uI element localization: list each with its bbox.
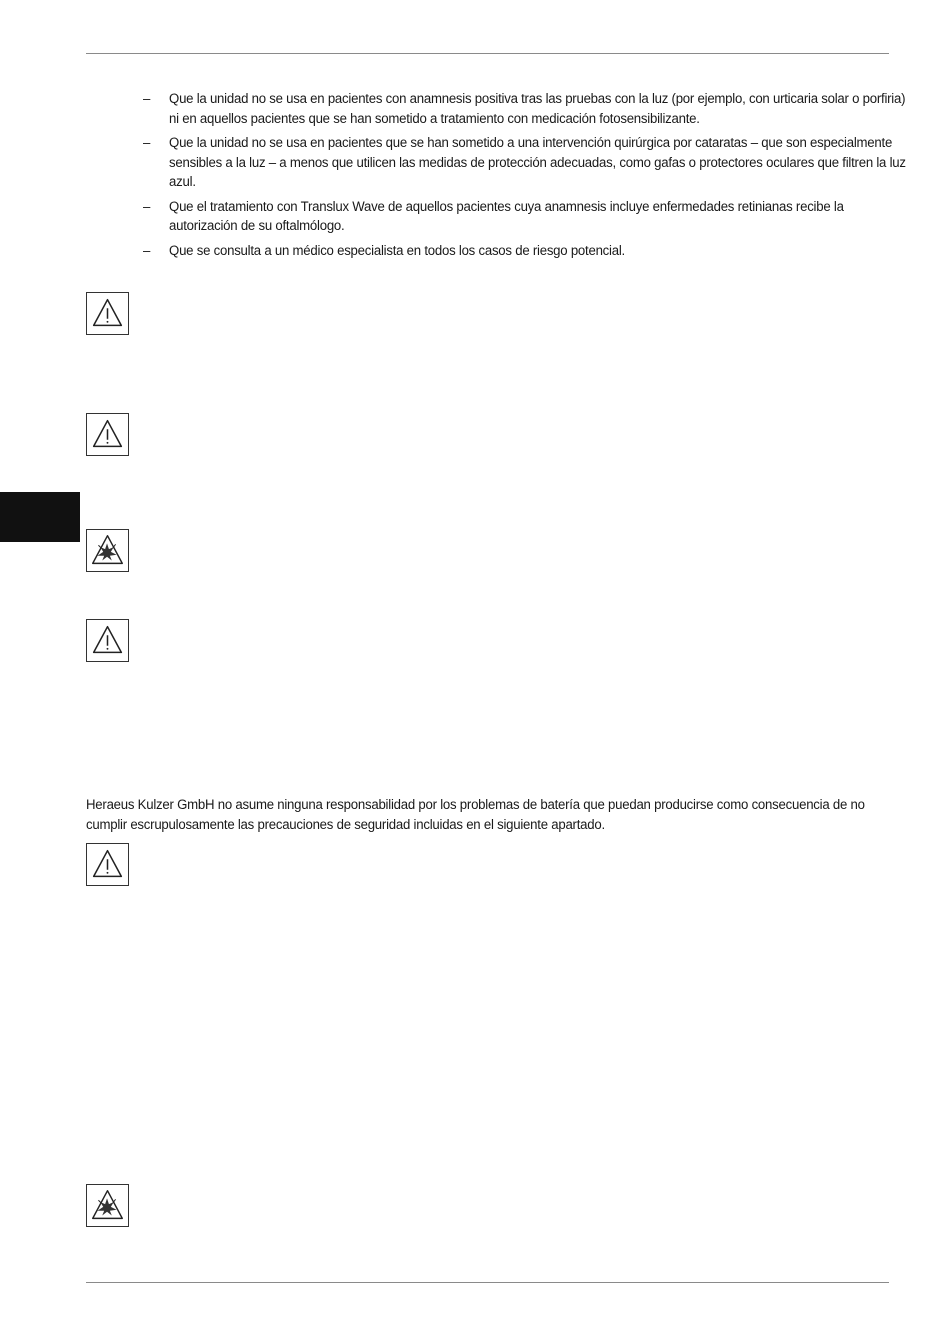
list-dash: – (143, 91, 151, 107)
warning-icon (86, 292, 129, 335)
list-dash: – (143, 135, 151, 151)
list-item-text: Que la unidad no se usa en pacientes con anamnesis positiva tras las pruebas con la luz (por ejemplo, con urticaria solar o porfiria) ni en aquellos pacientes que se han sometido a tratamiento con medicación fotosensibilizante. (169, 91, 906, 127)
list-dash: – (143, 198, 151, 215)
footer-rule (86, 1282, 889, 1283)
section-tab (0, 492, 80, 542)
list-item (143, 134, 913, 193)
list-item (143, 242, 913, 262)
list-item-text: Que la unidad no se usa en pacientes que se han sometido a una intervención quirúrgica por cataratas – que son especialmente sensibles a la luz – a menos que utilicen las medidas de protección adecuadas, como gafas o protectores oculares que filtren la luz azul. (169, 135, 906, 190)
warning-icon (86, 619, 129, 662)
warning-icon (86, 413, 129, 456)
liability-paragraph: Heraeus Kulzer GmbH no asume ninguna responsabilidad por los problemas de batería que puedan producirse como consecuencia de no cumplir escrupulosamente las precauciones de seguridad incluidas en el siguiente apartado. (86, 797, 865, 833)
explosion-icon (86, 529, 129, 572)
list-item (143, 198, 913, 237)
list-item-text: Que se consulta a un médico especialista en todos los casos de riesgo potencial. (169, 242, 625, 259)
precautions-list (143, 90, 906, 266)
warning-icon (86, 843, 129, 886)
list-item (143, 90, 913, 129)
header-rule (86, 53, 889, 54)
list-dash: – (143, 242, 151, 259)
explosion-icon (86, 1184, 129, 1227)
list-item-text: Que el tratamiento con Translux Wave de aquellos pacientes cuya anamnesis incluye enfermedades retinianas recibe la autorización de su oftalmólogo. (169, 198, 844, 234)
